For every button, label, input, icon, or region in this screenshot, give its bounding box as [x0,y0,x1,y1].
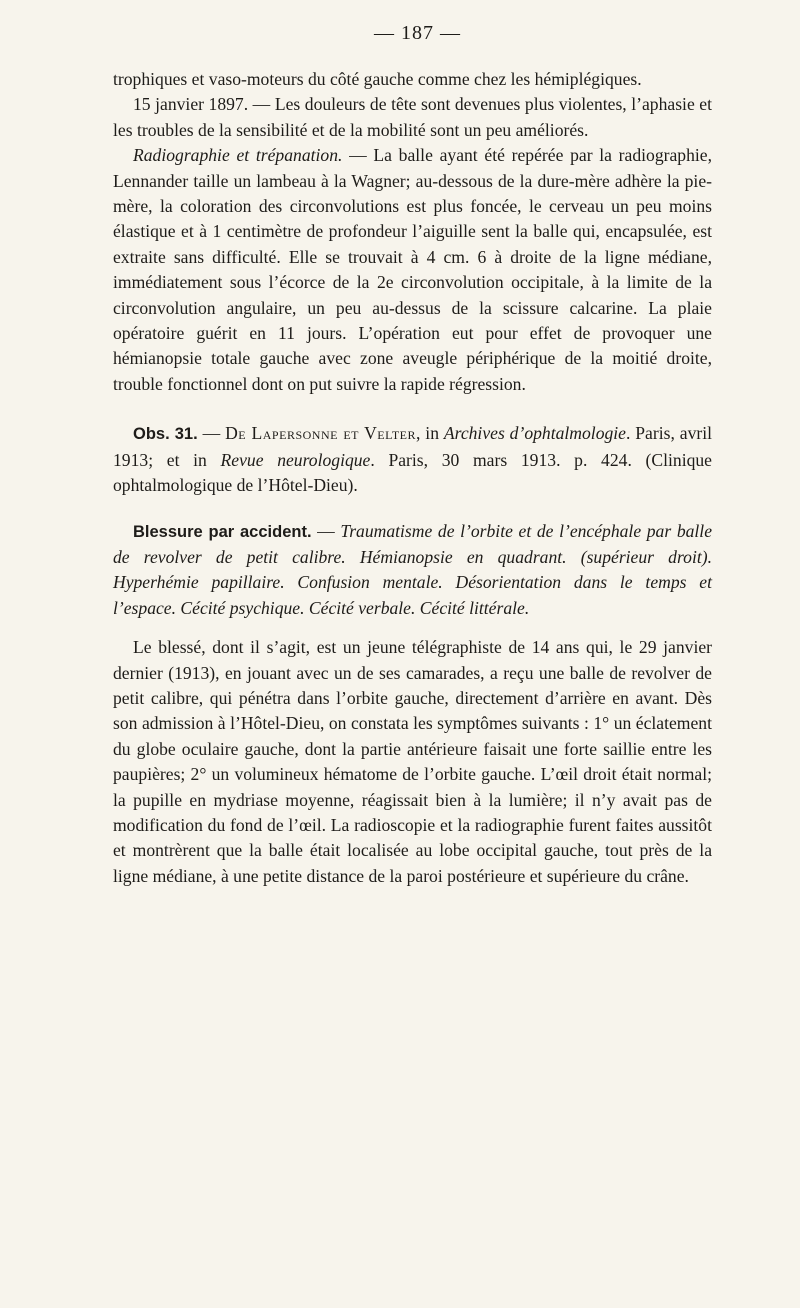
section-heading-radiographie: Radiographie et trépanation. [133,145,343,166]
paragraph-radiographie [113,143,712,397]
observation-rest-2: . Paris, 30 mars 1913. p. 424. (Clinique ophtalmologique de l’Hôtel-Dieu). [113,449,712,496]
observation-authors: De Lapersonne et Velter [225,423,417,444]
observation-label: Obs. 31. [133,425,198,444]
observation-dash: — [197,423,226,444]
observation-journal-2: Revue neurologique [220,449,371,470]
blessure-description: Traumatisme de l’orbite et de l’encéphale par balle de revolver de petit calibre. Hémianopsie en quadrant. (supérieur droit). Hyperhémie papillaire. Confusion mentale. Désorientation dans le temps et l’espace. Cécité psychique. Cécité verbale. Cécité littérale. [113,520,712,618]
observation-journal-1: Archives d’ophtalmologie [443,423,626,444]
observation-header [113,421,712,498]
blessure-label: Blessure par accident. [133,522,312,541]
paragraph-date-entry: 15 janvier 1897. — Les douleurs de tête sont devenues plus violentes, l’aphasie et les troubles de la sensibilité et de la mobilité sont un peu améliorés. [113,94,712,140]
paragraph-radiographie-text: — La balle ayant été repérée par la radiographie, Lennander taille un lambeau à la Wagner; au-dessous de la dure-mère adhère la pie-mère, la coloration des circonvolutions est plus foncée, le cerveau un peu moins élastique et à 1 centimètre de profondeur l’aiguille sent la balle qui, encapsulée, est extraite sans difficulté. Elle se trouvait à 4 cm. 6 à droite de la ligne médiane, immédiatement sous l’écorce de la 2e circonvolution occipitale, à la limite de la circonvolution angulaire, un peu au-dessus de la scissure calcarine. La plaie opératoire guérit en 11 jours. L’opération eut pour effet de provoquer une hémianopsie totale gauche avec zone aveugle périphérique de la moitié droite, trouble fonctionnel dont on put suivre la rapide régression. [113,145,712,394]
blessure-dash: — [311,520,341,541]
paragraph-case-history: Le blessé, dont il s’agit, est un jeune télégraphiste de 14 ans qui, le 29 janvier dernier (1913), en jouant avec un de ses camarades, a reçu une balle de revolver de petit calibre, qui pénétra dans l’orbite gauche, directement d’arrière en avant. Dès son admission à l’Hôtel-Dieu, on constata les symptômes suivants : 1° un éclatement du globe oculaire gauche, dont la partie antérieure faisait une forte saillie entre les paupières; 2° un volumineux hématome de l’orbite gauche. L’œil droit était normal; la pupille en mydriase moyenne, réagissait bien à la lumière; il n’y avait pas de modification du fond de l’œil. La radioscopie et la radiographie furent faites aussitôt et montrèrent que la balle était localisée au lobe occipital gauche, tout près de la ligne médiane, à une petite distance de la paroi postérieure et supérieure du crâne. [113,637,712,886]
observation-rest-1: . Paris, avril 1913; et in [113,423,712,470]
observation-in-1: , in [416,423,444,444]
page-number: — 187 — [374,22,461,44]
paragraph-continuation: trophiques et vaso-moteurs du côté gauche comme chez les hémiplégiques. [113,69,642,89]
blessure-summary [113,519,712,622]
